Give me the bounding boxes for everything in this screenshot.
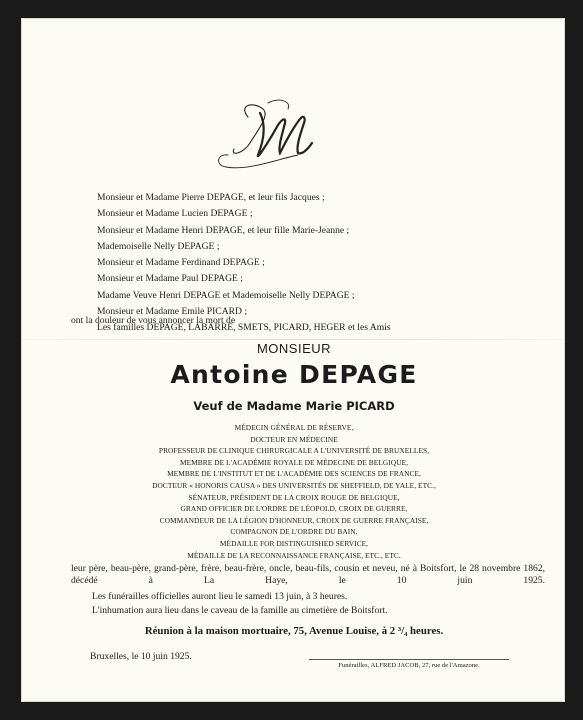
title-line: MÉDECIN GÉNÉRAL DE RÉSERVE, — [234, 423, 354, 432]
burial-line: L'inhumation aura lieu dans le caveau de la famille au cimetière de Boitsfort. — [92, 605, 388, 616]
family-line: Madame Veuve Henri DEPAGE et Mademoiselle Nelly DEPAGE ; — [97, 289, 355, 301]
title-line: DOCTEUR EN MÉDECINE — [250, 434, 338, 444]
title-line: MÉDAILLE DE LA RECONNAISSANCE FRANÇAISE, ETC., ETC. — [187, 550, 401, 560]
title-line: MEMBRE DE L'ACADÉMIE ROYALE DE MÉDECINE DE BELGIQUE, — [179, 457, 409, 467]
widower-line: Veuf de Madame Marie PICARD — [193, 399, 395, 413]
announcement-text: ont la douleur de vous annoncer la mort de — [71, 315, 236, 326]
funeral-line: Les funérailles officielles auront lieu le samedi 13 juin, à 3 heures. — [92, 591, 348, 602]
title-line: PROFESSEUR DE CLINIQUE CHIRURGICALE A L'UNIVERSITÉ DE BRUXELLES, — [158, 446, 430, 456]
family-line: Monsieur et Madame Henri DEPAGE, et leur fille Marie-Jeanne ; — [97, 224, 350, 236]
gathering-line: Réunion à la maison mortuaire, 75, Avenue Louise, à 2 ³/₄ heures. — [144, 625, 444, 637]
family-line: Mademoiselle Nelly DEPAGE ; — [97, 240, 220, 252]
monogram-m-icon — [208, 95, 318, 185]
title-line: COMPAGNON DE L'ORDRE DU BAIN, — [230, 527, 358, 537]
family-line: Monsieur et Madame Ferdinand DEPAGE ; — [97, 257, 265, 269]
title-line: MÉDAILLE FOR DISTINGUISHED SERVICE, — [219, 538, 369, 548]
family-line: Monsieur et Madame Emile PICARD ; — [97, 306, 248, 318]
date-line: Bruxelles, le 10 juin 1925. — [90, 651, 192, 662]
deceased-name: Antoine DEPAGE — [170, 360, 418, 389]
announcement-card — [21, 18, 565, 702]
family-line: Les familles DEPAGE, LABARRE, SMETS, PICARD, HEGER et les Amis — [97, 322, 391, 334]
title-line: GRAND OFFICIER DE L'ORDRE DE LÉOPOLD, CROIX DE GUERRE, — [180, 504, 408, 514]
relationship-paragraph: leur père, beau-père, grand-père, frère, beau-frère, oncle, beau-fils, cousin et neveu, né à Boitsfort, le 28 novembre 1862, décédé à La Haye, le 10 juin 1925. — [71, 563, 545, 587]
title-line: COMMANDEUR DE LA LÉGION D'HONNEUR, CROIX DE GUERRE FRANÇAISE, — [159, 515, 429, 525]
printer-credit: Funérailles, ALFRED JACOB, 27, rue de l'Amazone. — [309, 659, 509, 669]
title-line: SÉNATEUR, PRÉSIDENT DE LA CROIX ROUGE DE BELGIQUE, — [188, 492, 400, 502]
title-line: DOCTEUR « HONORIS CAUSA » DES UNIVERSITÉS DE SHEFFIELD, DE YALE, ETC., — [152, 480, 436, 490]
honorific: MONSIEUR — [256, 341, 332, 356]
family-line: Monsieur et Madame Paul DEPAGE ; — [97, 273, 243, 285]
family-line: Monsieur et Madame Pierre DEPAGE, et leur fils Jacques ; — [97, 192, 325, 203]
title-line: MEMBRE DE L'INSTITUT ET DE L'ACADÉMIE DES SCIENCES DE FRANCE, — [167, 469, 421, 479]
family-line: Monsieur et Madame Lucien DEPAGE ; — [97, 208, 253, 220]
titles-list — [22, 422, 566, 561]
fold-line — [22, 339, 564, 340]
